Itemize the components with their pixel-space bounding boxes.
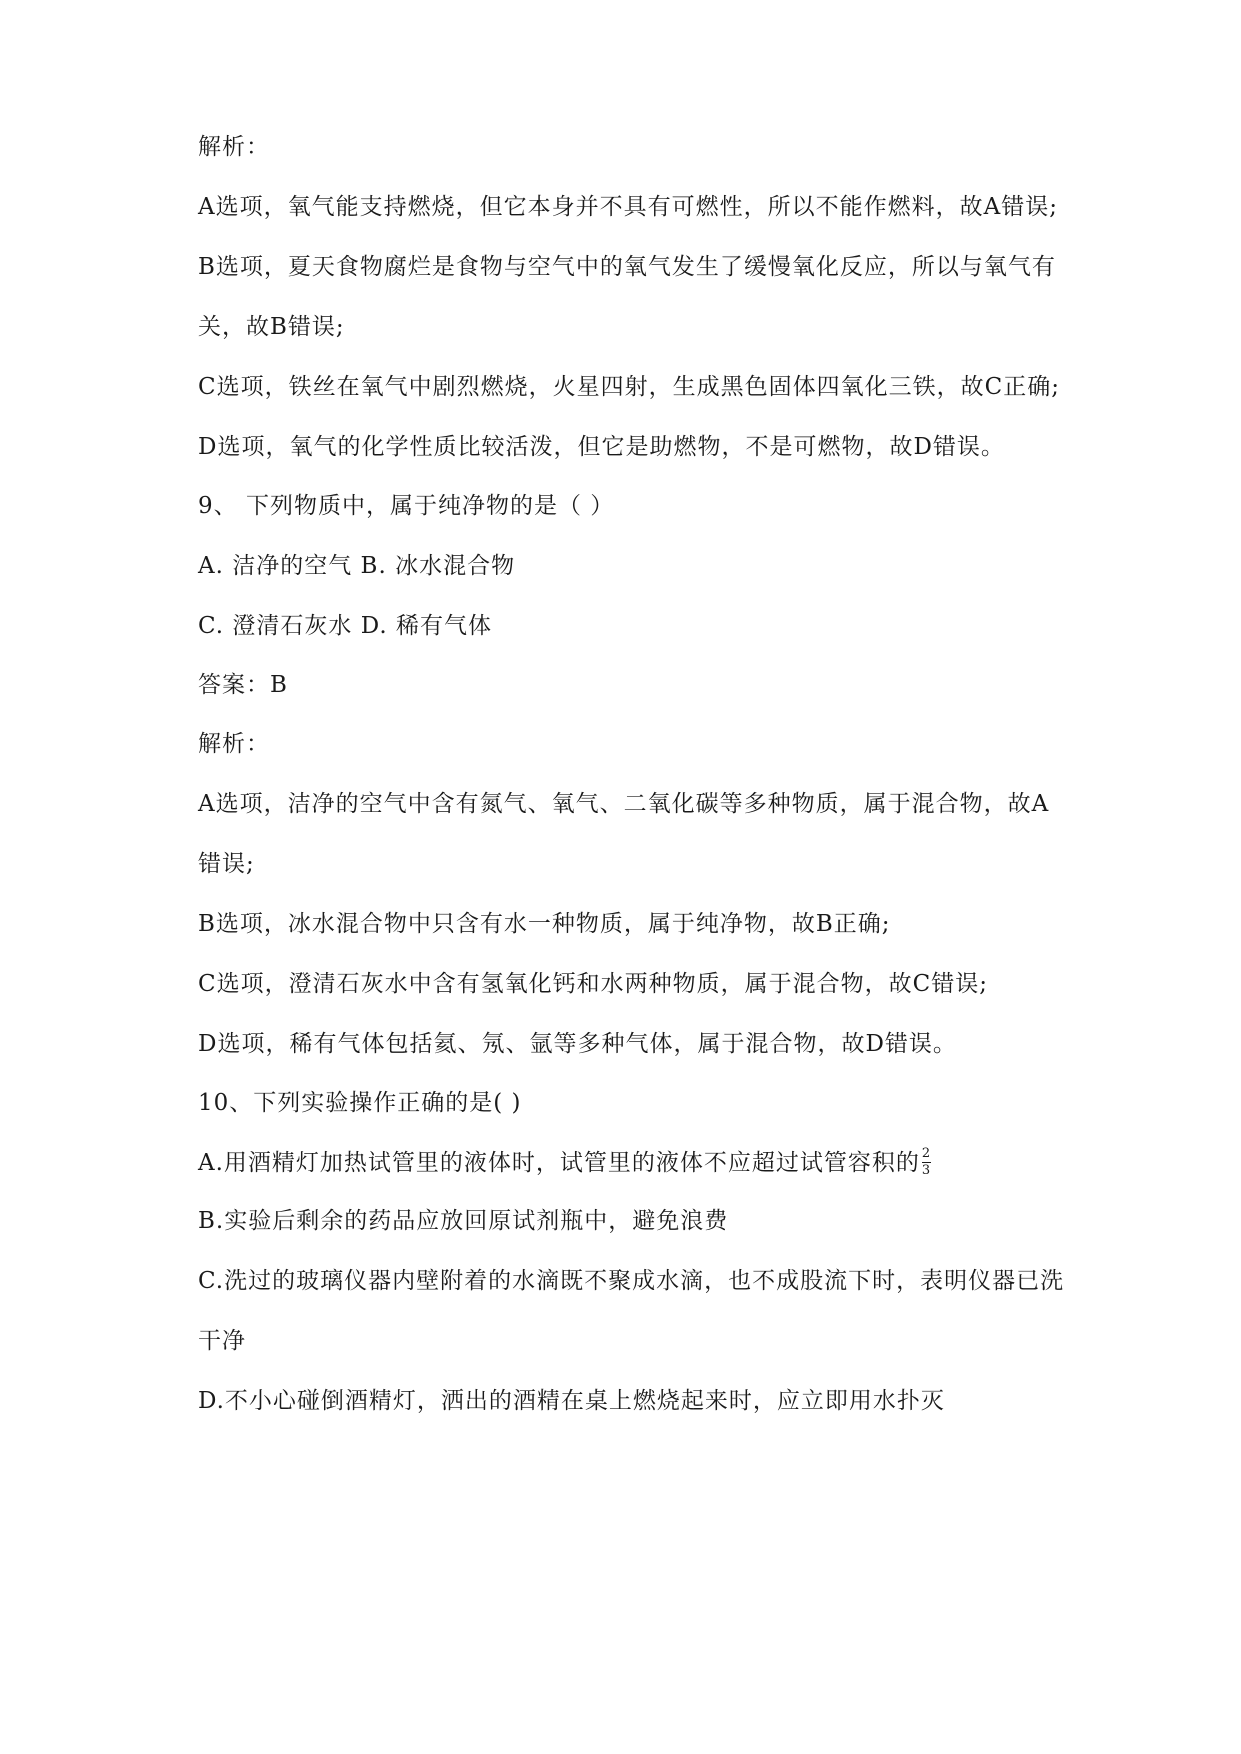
analysis-heading: 解析：	[198, 134, 270, 160]
question-9-analysis-a-line2: 错误;	[198, 851, 255, 877]
question-9-analysis-d: D选项，稀有气体包括氦、氖、氩等多种气体，属于混合物，故D错误。	[198, 1031, 957, 1057]
analysis-option-b-line2: 关，故B错误;	[198, 314, 345, 340]
fraction-two-thirds	[922, 1147, 931, 1178]
question-9-analysis-a-line1: A选项，洁净的空气中含有氮气、氧气、二氧化碳等多种物质，属于混合物，故A	[198, 791, 1050, 817]
analysis-option-a: A选项，氧气能支持燃烧，但它本身并不具有可燃性，所以不能作燃料，故A错误;	[198, 194, 1058, 220]
question-9-answer: 答案：B	[198, 672, 288, 698]
question-10-option-c-line1: C.洗过的玻璃仪器内壁附着的水滴既不聚成水滴，也不成股流下时，表明仪器已洗	[198, 1268, 1065, 1294]
analysis-option-d: D选项，氧气的化学性质比较活泼，但它是助燃物，不是可燃物，故D错误。	[198, 434, 1005, 460]
fraction-numerator: 2	[921, 1145, 932, 1161]
question-10-stem: 10、下列实验操作正确的是( )	[198, 1090, 522, 1116]
question-9-analysis-c: C选项，澄清石灰水中含有氢氧化钙和水两种物质，属于混合物，故C错误;	[198, 971, 988, 997]
question-9-analysis-b: B选项，冰水混合物中只含有水一种物质，属于纯净物，故B正确;	[198, 911, 891, 937]
question-9-options-cd: C. 澄清石灰水 D. 稀有气体	[198, 613, 492, 639]
question-10-option-a	[198, 1145, 932, 1180]
question-10-option-c-line2: 干净	[198, 1328, 246, 1354]
question-10-option-b: B.实验后剩余的药品应放回原试剂瓶中，避免浪费	[198, 1208, 729, 1234]
question-10-option-a-text: A.用酒精灯加热试管里的液体时，试管里的液体不应超过试管容积的	[198, 1150, 920, 1176]
question-9-options-ab: A. 洁净的空气 B. 冰水混合物	[198, 553, 516, 579]
fraction-denominator: 3	[921, 1162, 932, 1178]
analysis-option-c: C选项，铁丝在氧气中剧烈燃烧，火星四射，生成黑色固体四氧化三铁，故C正确;	[198, 374, 1060, 400]
analysis-option-b-line1: B选项，夏天食物腐烂是食物与空气中的氧气发生了缓慢氧化反应，所以与氧气有	[198, 254, 1056, 280]
question-10-option-d: D.不小心碰倒酒精灯，洒出的酒精在桌上燃烧起来时，应立即用水扑灭	[198, 1388, 945, 1414]
question-9-stem: 9、 下列物质中，属于纯净物的是（ ）	[198, 493, 615, 519]
question-9-analysis-heading: 解析：	[198, 731, 270, 757]
